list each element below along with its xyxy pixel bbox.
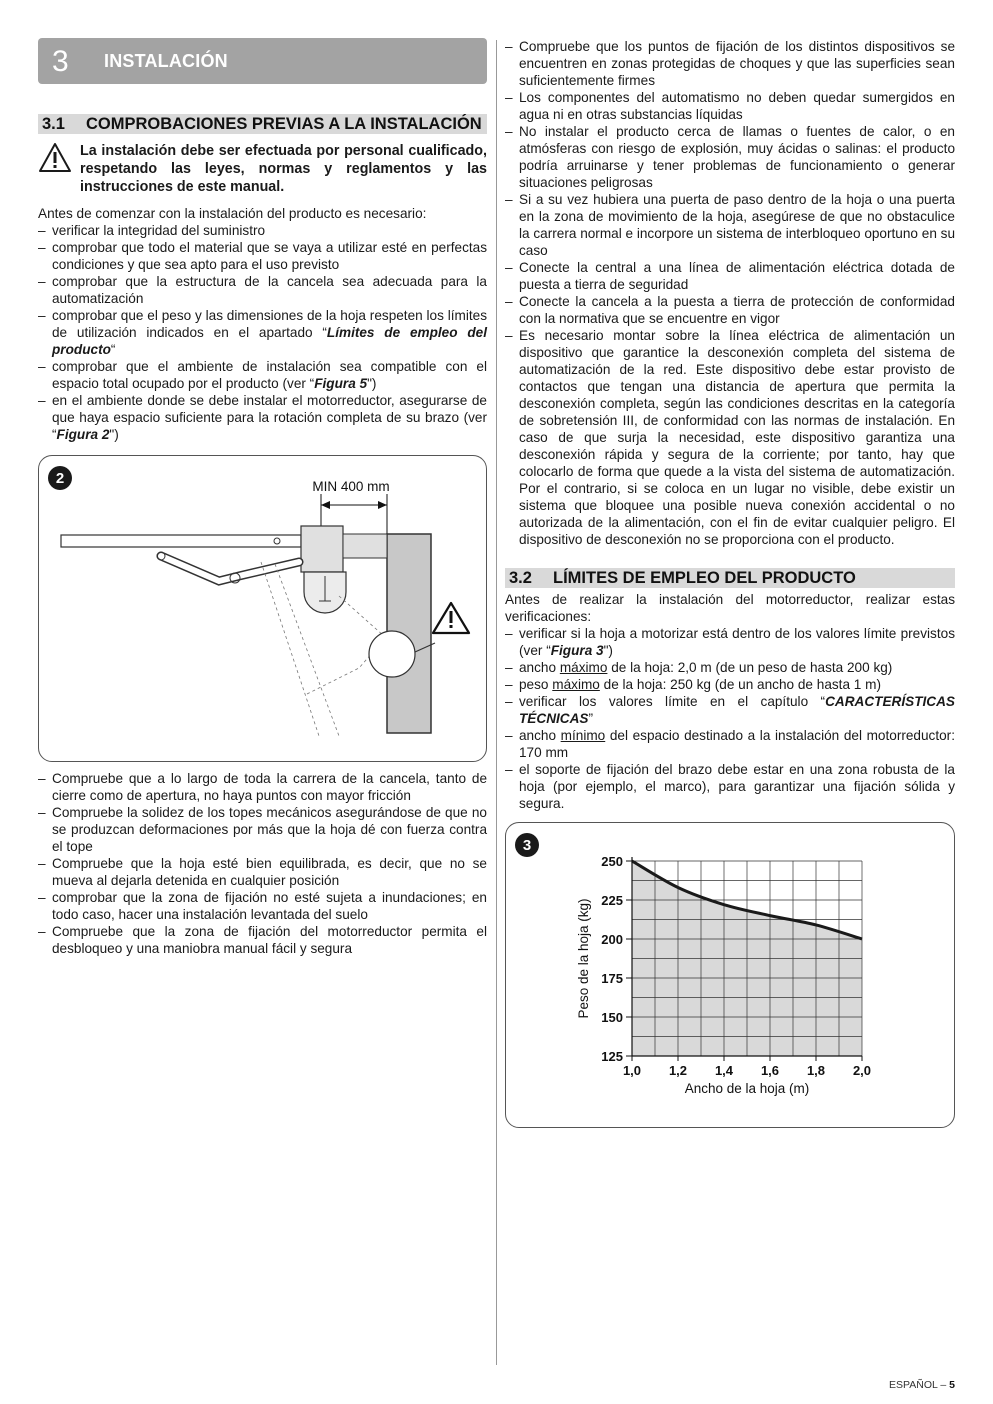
item-text: comprobar que la estructura de la cancela sea adecuada para la automatización [52, 274, 487, 306]
x-tick-label: 2,0 [852, 1063, 872, 1078]
x-axis-label: Ancho de la hoja (m) [684, 1081, 810, 1096]
underlined-term: máximo [552, 677, 600, 692]
item-text: verificar si la hoja a motorizar está dentro de los valores límite previstos (ver “ [519, 626, 955, 658]
list-item: – Conecte la cancela a la puesta a tierra de protección de conformidad con la normativa que se encuentre en vigor [505, 293, 955, 327]
y-tick-label: 150 [601, 1010, 623, 1025]
cross-reference: Límites de empleo del producto [52, 325, 487, 357]
item-text: ancho [519, 660, 560, 675]
list-item [505, 761, 955, 812]
figure-2-drawing [39, 456, 486, 761]
x-tick-label: 1,2 [668, 1063, 688, 1078]
list-item [505, 625, 955, 659]
section-title: LÍMITES DE EMPLEO DEL PRODUCTO [553, 568, 856, 587]
item-text: ") [109, 427, 119, 442]
column-divider [496, 40, 497, 1365]
list-item: – Compruebe la solidez de los topes mecánicos asegurándose de que no se produzcan deformaciones por más que la hoja dé con fuerza contra el tope [38, 804, 487, 855]
section-title: COMPROBACIONES PREVIAS A LA INSTALACIÓN [86, 114, 482, 133]
list-item [505, 727, 955, 761]
list-item: – No instalar el producto cerca de llamas o fuentes de calor, o en atmósferas con riesgo de explosión, muy ácidas o salinas: el producto podría arruinarse y tener problemas de funcionamiento o generar situaciones peligrosas [505, 123, 955, 191]
item-text: ") [367, 376, 377, 391]
item-text: comprobar que el peso y las dimensiones de la hoja respeten los límites de utilización indicados en el apartado “ [52, 308, 487, 340]
x-tick-label: 1,8 [806, 1063, 826, 1078]
prerequisite-list [38, 222, 487, 443]
y-tick-label: 250 [601, 854, 623, 869]
item-text: el soporte de fijación del brazo debe estar en una zona robusta de la hoja (por ejemplo, el marco), para garantizar una fijación sólida y segura. [519, 762, 955, 811]
left-column [38, 38, 487, 957]
figure-2-badge: 2 [48, 466, 72, 490]
list-item [505, 659, 955, 676]
list-item [38, 307, 487, 358]
list-item: – Compruebe que la hoja esté bien equilibrada, es decir, que no se mueva al dejarla detenida en cualquier posición [38, 855, 487, 889]
y-tick-label: 125 [601, 1049, 623, 1064]
warning-block [38, 142, 487, 196]
right-column [505, 38, 955, 1128]
list-item [38, 358, 487, 392]
x-tick-label: 1,6 [760, 1063, 780, 1078]
cross-reference: CARACTERÍSTICAS TÉCNICAS [519, 694, 955, 726]
chapter-title: INSTALACIÓN [104, 50, 228, 71]
item-text: ancho [519, 728, 561, 743]
list-item [38, 239, 487, 273]
warning-triangle-icon [38, 142, 80, 196]
section-number: 3.1 [42, 114, 65, 133]
cross-reference: Figura 5 [314, 376, 368, 391]
verification-list [38, 770, 487, 957]
page-footer [889, 1379, 955, 1391]
underlined-term: máximo [559, 660, 608, 675]
list-item: – Los componentes del automatismo no deben quedar sumergidos en agua ni en otras substancias líquidas [505, 89, 955, 123]
limits-list [505, 625, 955, 812]
figure-3-badge: 3 [515, 833, 539, 857]
x-tick-label: 1,4 [714, 1063, 734, 1078]
item-text: en el ambiente donde se debe instalar el motorreductor, asegurarse de que haya espacio suficiente para la rotación completa de su brazo (ver “ [52, 393, 487, 442]
list-item: – comprobar que la zona de fijación no esté sujeta a inundaciones; en todo caso, hacer una instalación levantada del suelo [38, 889, 487, 923]
page-number: 5 [949, 1379, 955, 1391]
item-text: verificar los valores límite en el capítulo “ [519, 694, 826, 709]
cross-reference: Figura 2 [56, 427, 110, 442]
dimension-label: MIN 400 mm [312, 479, 390, 494]
section-header-3-1 [38, 114, 487, 134]
footer-language: ESPAÑOL – [889, 1379, 950, 1391]
item-text: comprobar que todo el material que se vaya a utilizar esté en perfectas condiciones y que sea apto para el uso previsto [52, 240, 487, 272]
list-item: – Conecte la central a una línea de alimentación eléctrica dotada de puesta a tierra de seguridad [505, 259, 955, 293]
cross-reference: Figura 3 [550, 643, 604, 658]
y-tick-label: 200 [601, 932, 623, 947]
chapter-number: 3 [52, 44, 69, 78]
item-text: de la hoja: 2,0 m (de un peso de hasta 200 kg) [607, 660, 893, 675]
list-item [38, 222, 487, 239]
section-number: 3.2 [509, 568, 532, 587]
item-text: del espacio destinado a la instalación del motorreductor: 170 mm [519, 728, 955, 760]
warning-text: La instalación debe ser efectuada por personal cualificado, respetando las leyes, normas y reglamentos y las instrucciones de este manual. [80, 143, 487, 195]
figure-2 [38, 455, 487, 762]
list-item: – Compruebe que la zona de fijación del motorreductor permita el desbloqueo y una maniobra manual fácil y segura [38, 923, 487, 957]
item-text: “ [110, 342, 116, 357]
list-item: – Es necesario montar sobre la línea eléctrica de alimentación un dispositivo que garantice la desconexión completa del sistema de automatización de la red. Este dispositivo debe estar provisto de contactos que tengan una distancia de apertura que permita la desconexión completa, según las condiciones descritas en la categoría de sobretensión III, de conformidad con las normas de instalación. En caso de que surja la necesidad, este dispositivo garantiza una desconexión rápida y segura de la corriente; por tanto, hay que colocarlo de forma que quede a la vista del sistema de automatización. Por el contrario, si se coloca en un lugar no visible, debe existir un sistema que bloquee una posible nueva conexión accidental o no autorizada de la alimentación, con el fin de evitar cualquier peligro. El dispositivo de desconexión no se proporciona con el producto. [505, 327, 955, 548]
underlined-term: mínimo [560, 728, 606, 743]
weight-width-chart [506, 823, 954, 1127]
item-text: peso [519, 677, 553, 692]
list-item: – Si a su vez hubiera una puerta de paso dentro de la hoja o una puerta en la zona de movimiento de la hoja, asegúrese de que no obstaculice la carrera normal e incorpore un sistema de interbloqueo oportuno en su caso [505, 191, 955, 259]
chapter-header [38, 38, 487, 84]
intro-text: Antes de comenzar con la instalación del producto es necesario: [38, 206, 427, 221]
list-item [38, 392, 487, 443]
item-text: ” [588, 711, 594, 726]
figure-3 [505, 822, 955, 1128]
list-item [38, 273, 487, 307]
y-tick-label: 225 [601, 893, 623, 908]
list-item [505, 676, 955, 693]
list-item: – Compruebe que a lo largo de toda la carrera de la cancela, tanto de cierre como de apertura, no haya puntos con mayor fricción [38, 770, 487, 804]
item-text: verificar la integridad del suministro [52, 223, 266, 238]
y-tick-label: 175 [601, 971, 623, 986]
item-text: de la hoja: 250 kg (de un ancho de hasta 1 m) [599, 677, 881, 692]
x-tick-label: 1,0 [622, 1063, 642, 1078]
y-axis-label: Peso de la hoja (kg) [576, 898, 591, 1019]
safety-list [505, 38, 955, 548]
item-text: comprobar que el ambiente de instalación sea compatible con el espacio total ocupado por el producto (ver “ [52, 359, 487, 391]
list-item [505, 693, 955, 727]
list-item: – Compruebe que los puntos de fijación de los distintos dispositivos se encuentren en zonas protegidas de choques y que las superficies sean suficientemente firmes [505, 38, 955, 89]
section-header-3-2 [505, 568, 955, 588]
item-text: ") [603, 643, 613, 658]
intro-text-2: Antes de realizar la instalación del motorreductor, realizar estas verificaciones: [505, 592, 955, 624]
